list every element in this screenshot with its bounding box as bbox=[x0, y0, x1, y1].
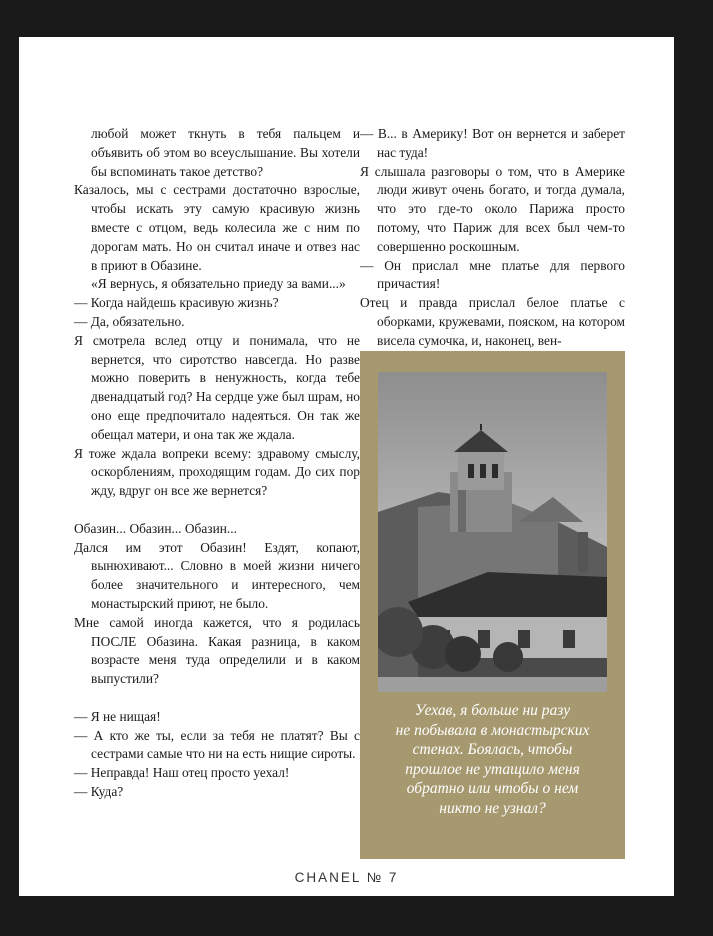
dialogue-line: — Я не нищая! bbox=[74, 708, 161, 724]
paragraph: любой может ткнуть в тебя пальцем и объявить об этом во всеуслышание. Вы хотели бы вспоминать такое детство? bbox=[91, 126, 360, 179]
left-text-column bbox=[74, 125, 360, 802]
dialogue-line: — Да, обязательно. bbox=[74, 313, 185, 329]
paragraph: «Я вернусь, я обязательно приеду за вами...» bbox=[91, 276, 346, 292]
dialogue-line: — В... в Америку! Вот он вернется и заберет нас туда! bbox=[360, 126, 625, 160]
abbey-photo bbox=[378, 372, 607, 692]
caption-line: прошлое не утащило меня bbox=[405, 760, 580, 778]
dialogue-line: — Он прислал мне платье для первого причастия! bbox=[360, 257, 625, 292]
right-text-column bbox=[360, 125, 625, 351]
paragraph: Обазин... Обазин... Обазин... bbox=[74, 520, 237, 536]
paragraph: Я тоже ждала вопреки всему: здравому смыслу, оскорблениям, проходящим годам. До сих пор жду, вдруг он все же вернется? bbox=[74, 445, 360, 499]
book-page bbox=[19, 37, 674, 896]
caption-line: обратно или чтобы о нем bbox=[406, 780, 579, 798]
paragraph: Отец и правда прислал белое платье с оборками, кружевами, пояском, на котором висела сумочка, и, наконец, вен- bbox=[360, 295, 625, 348]
paragraph: Я слышала разговоры о том, что в Америке люди живут очень богато, и тогда думала, что это где-то около Парижа просто потому, что Париж для всех был чем-то совершенно роскошным. bbox=[360, 163, 625, 254]
paragraph-gap bbox=[74, 689, 360, 708]
paragraph: Мне самой иногда кажется, что я родилась ПОСЛЕ Обазина. Какая разница, в каком возрасте меня туда определили и в каком выпустили? bbox=[74, 614, 360, 687]
caption-line: никто не узнал? bbox=[439, 799, 546, 817]
dialogue-line: — Куда? bbox=[74, 783, 124, 799]
paragraph-gap bbox=[74, 501, 360, 520]
caption-line: стенах. Боялась, чтобы bbox=[412, 741, 573, 759]
paragraph: Дался им этот Обазин! Ездят, копают, вынюхивают... Словно в моей жизни ничего более значительного и интересного, чем монастырский приют, не было. bbox=[74, 539, 360, 611]
caption-line: Уехав, я больше ни разу bbox=[414, 702, 571, 719]
quote-sidebar bbox=[360, 351, 625, 859]
sidebar-caption bbox=[370, 701, 615, 819]
caption-line: не побывала в монастырских bbox=[395, 721, 590, 739]
dialogue-line: — Неправда! Наш отец просто уехал! bbox=[74, 765, 290, 781]
paragraph: Казалось, мы с сестрами достаточно взрослые, чтобы искать эту самую красивую жизнь вместе с отцом, ведь колесила же с ним по дорогам мать. Но он считал иначе и отвез нас в приют в Обазине. bbox=[74, 182, 360, 273]
dialogue-line: — А кто же ты, если за тебя не платят? Вы с сестрами самые что ни на есть нищие сироты. bbox=[74, 727, 360, 762]
abbey-photo-icon bbox=[378, 372, 607, 692]
paragraph: Я смотрела вслед отцу и понимала, что не вернется, что сиротство навсегда. Но разве можно поверить в ненужность, когда тебе двенадцатый год? На сердце уже был шрам, но оно еще предпочитало надеяться. Он так же обещал матери, и она так же ждала. bbox=[74, 332, 360, 442]
dialogue-line: — Когда найдешь красивую жизнь? bbox=[74, 295, 279, 311]
page-footer: CHANEL № 7 bbox=[294, 870, 399, 885]
